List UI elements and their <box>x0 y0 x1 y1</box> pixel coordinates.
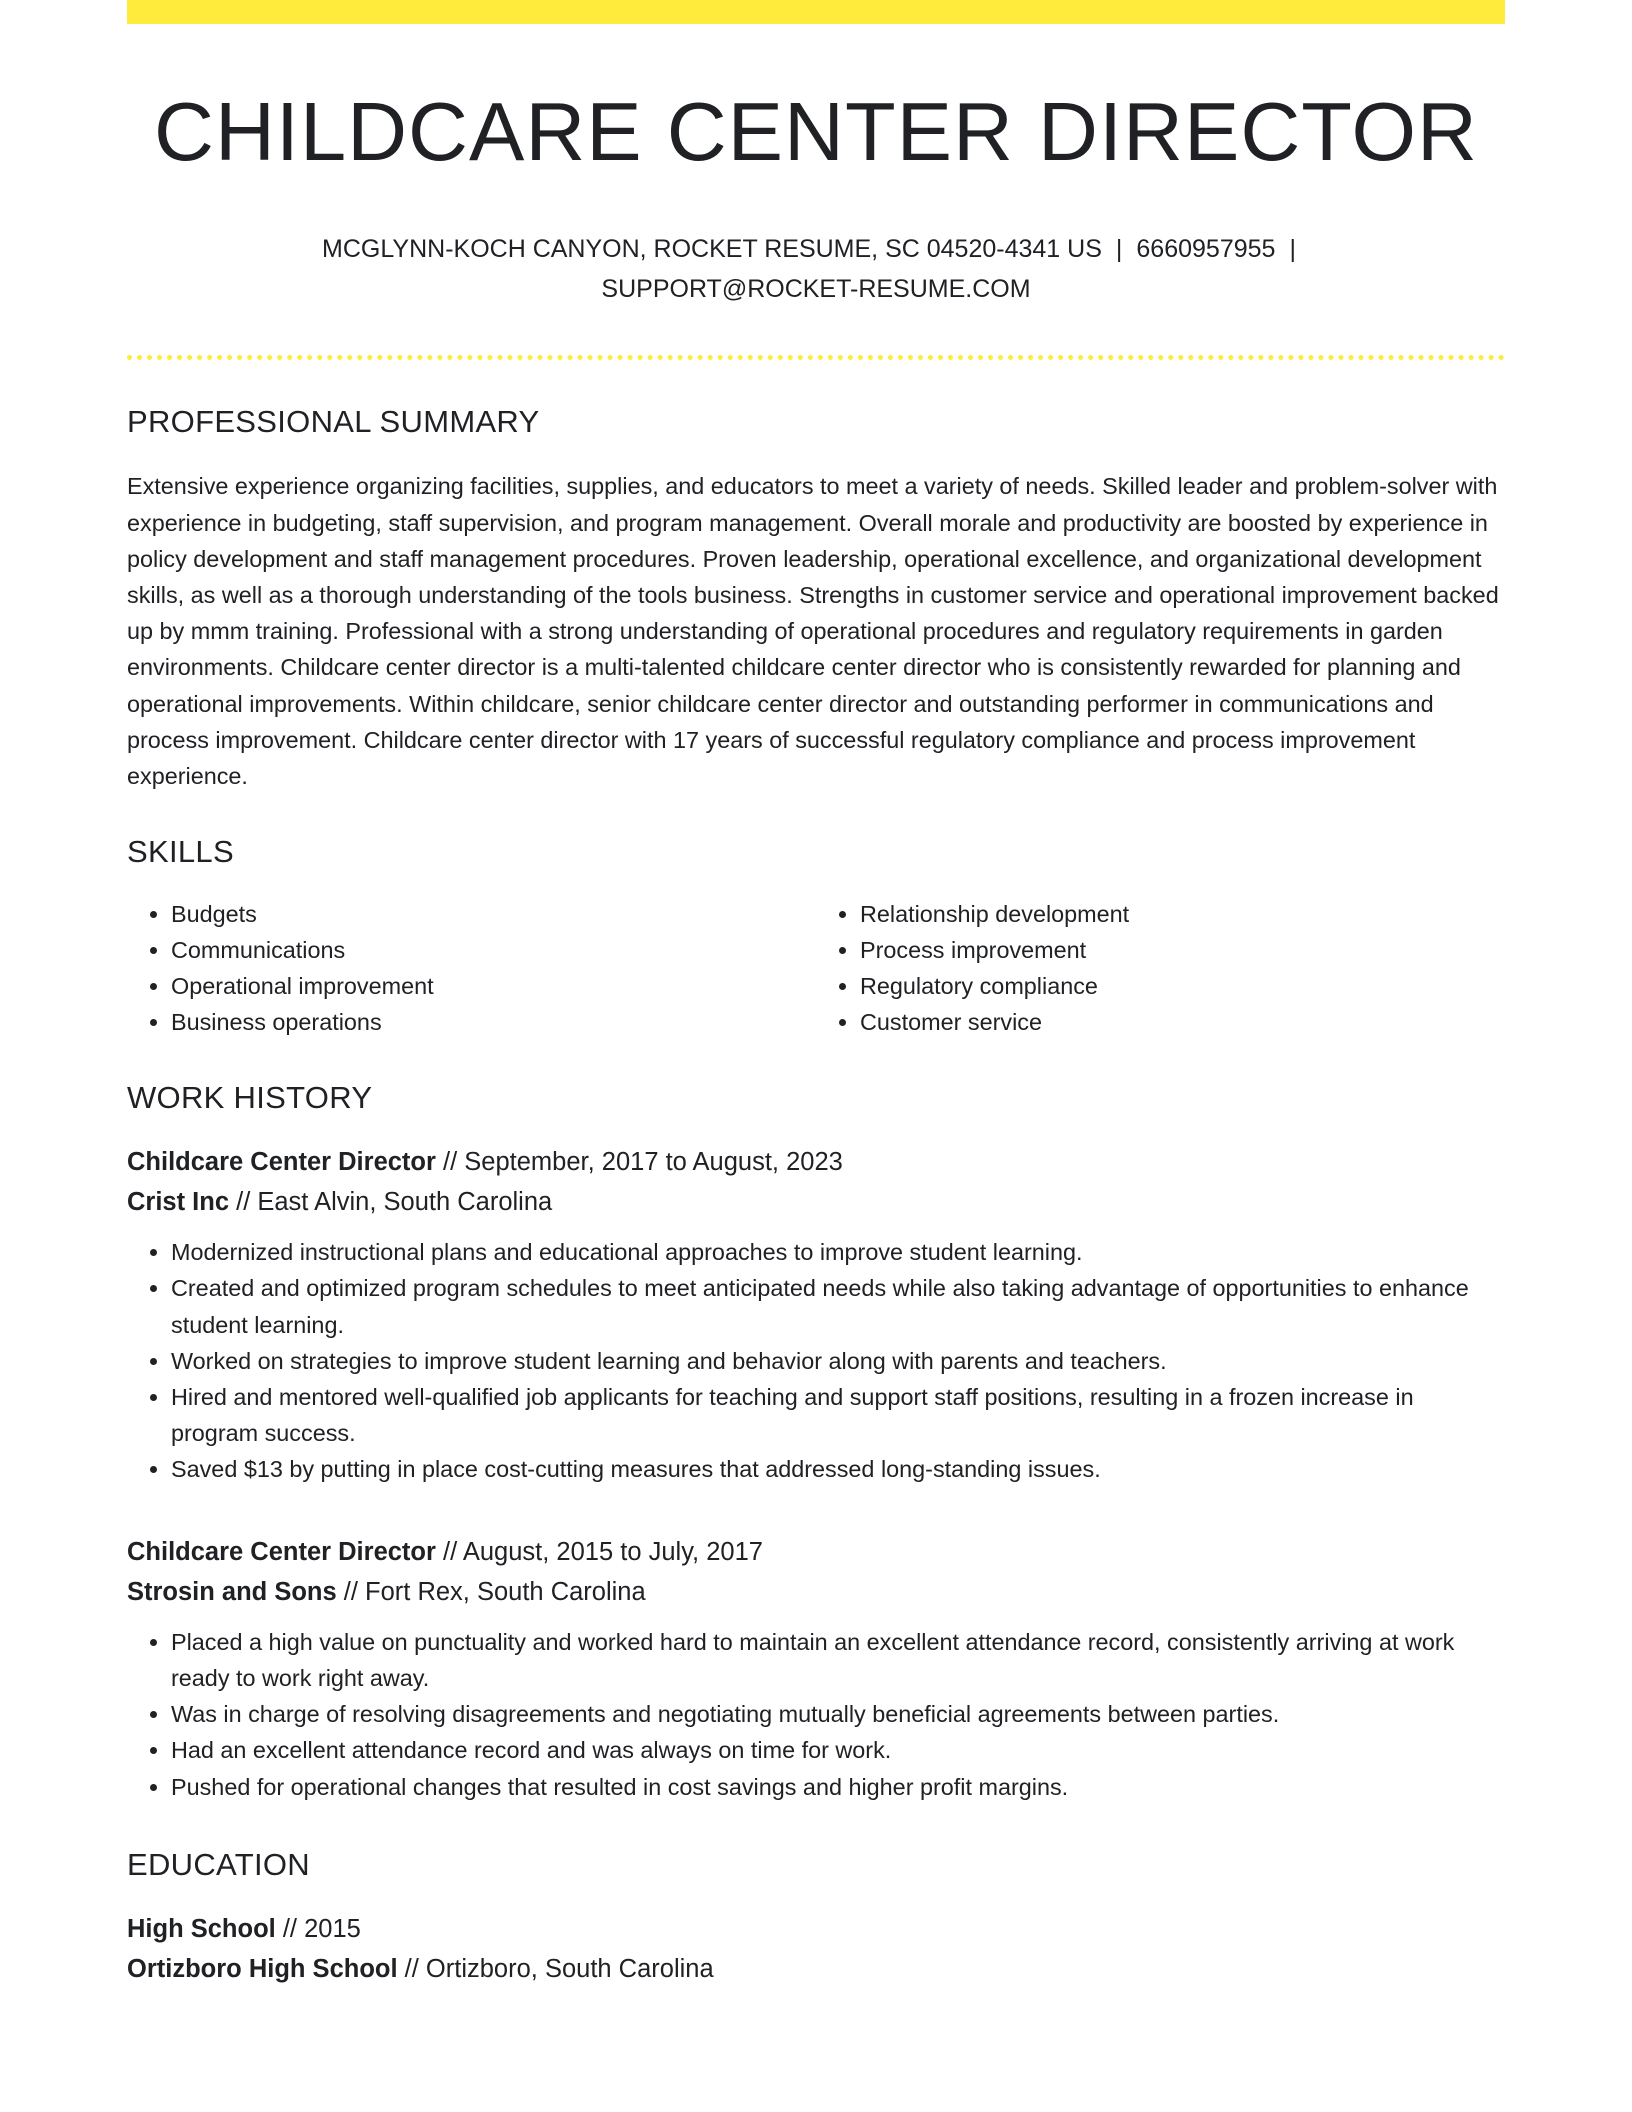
skill-item: • Operational improvement <box>171 968 816 1004</box>
job-entry <box>127 1532 1505 1805</box>
job-location: // Fort Rex, South Carolina <box>336 1577 646 1606</box>
summary-heading: PROFESSIONAL SUMMARY <box>127 404 540 440</box>
job-bullet: • Hired and mentored well-qualified job applicants for teaching and support staff positions, resulting in a frozen increase in program success. <box>171 1379 1505 1451</box>
job-company: Strosin and Sons <box>127 1577 337 1606</box>
skills-heading: SKILLS <box>127 834 234 870</box>
job-company: Crist Inc <box>127 1188 230 1217</box>
education-location: // Ortizboro, South Carolina <box>397 1954 714 1983</box>
job-role-line <box>127 1142 1505 1182</box>
resume-page <box>127 0 1505 1989</box>
accent-top-bar <box>127 0 1505 24</box>
skill-item: • Process improvement <box>860 932 1505 968</box>
contact-separator: | <box>1289 235 1296 264</box>
education-degree: High School <box>127 1914 276 1943</box>
skills-column-left <box>127 896 816 1040</box>
work-history-heading: WORK HISTORY <box>127 1080 373 1116</box>
job-company-line <box>127 1572 1505 1612</box>
education-year: // 2015 <box>275 1914 361 1943</box>
skill-item: • Relationship development <box>860 896 1505 932</box>
job-role: Childcare Center Director <box>127 1148 436 1177</box>
job-bullet: • Pushed for operational changes that resulted in cost savings and higher profit margins. <box>171 1769 1505 1805</box>
education-degree-line <box>127 1909 1505 1949</box>
skill-item: • Communications <box>171 932 816 968</box>
contact-separator: | <box>1115 235 1123 264</box>
resume-title: CHILDCARE CENTER DIRECTOR <box>154 85 1478 178</box>
skill-item: • Regulatory compliance <box>860 968 1505 1004</box>
job-bullet: • Created and optimized program schedules to meet anticipated needs while also taking advantage of opportunities to enhance student learning. <box>171 1270 1505 1342</box>
job-dates: // September, 2017 to August, 2023 <box>435 1148 843 1177</box>
education-heading: EDUCATION <box>127 1846 310 1882</box>
job-bullets <box>127 1234 1505 1487</box>
job-bullet: • Worked on strategies to improve student learning and behavior along with parents and teachers. <box>171 1343 1505 1379</box>
education-entry <box>127 1909 1505 1989</box>
education-school-line <box>127 1949 1505 1989</box>
job-bullet: • Had an excellent attendance record and was always on time for work. <box>171 1732 1505 1768</box>
job-role: Childcare Center Director <box>127 1537 436 1566</box>
job-location: // East Alvin, South Carolina <box>229 1188 553 1217</box>
skill-item: • Business operations <box>171 1004 816 1040</box>
education-school: Ortizboro High School <box>127 1954 398 1983</box>
job-bullet: • Modernized instructional plans and educational approaches to improve student learning. <box>171 1234 1505 1270</box>
dotted-divider <box>127 355 1505 360</box>
job-company-line <box>127 1182 1505 1222</box>
contact-address: MCGLYNN-KOCH CANYON, ROCKET RESUME, SC 04520-4341 US <box>322 235 1102 264</box>
skill-item: • Budgets <box>171 896 816 932</box>
contact-phone: 6660957955 <box>1136 235 1276 264</box>
contact-info <box>127 229 1505 309</box>
job-bullets <box>127 1624 1505 1805</box>
job-bullet: • Saved $13 by putting in place cost-cutting measures that addressed long-standing issues. <box>171 1451 1505 1487</box>
skills-list <box>127 896 1505 1040</box>
skills-column-right <box>816 896 1505 1040</box>
job-entry <box>127 1142 1505 1487</box>
summary-text: Extensive experience organizing facilities, supplies, and educators to meet a variety of needs. Skilled leader and problem-solver with experience in budgeting, staff supervision, and program management. Overall morale and productivity are boosted by experience in policy development and staff management procedures. Proven leadership, operational excellence, and organizational development skills, as well as a thorough understanding of the tools business. Strengths in customer service and operational improvement backed up by mmm training. Professional with a strong understanding of operational procedures and regulatory requirements in garden environments. Childcare center director is a multi-talented childcare center director who is consistently rewarded for planning and operational improvements. Within childcare, senior childcare center director and outstanding performer in communications and process improvement. Childcare center director with 17 years of successful regulatory compliance and process improvement experience. <box>127 473 1499 790</box>
job-bullet: • Placed a high value on punctuality and worked hard to maintain an excellent attendance record, consistently arriving at work ready to work right away. <box>171 1624 1505 1696</box>
job-bullet: • Was in charge of resolving disagreements and negotiating mutually beneficial agreements between parties. <box>171 1696 1505 1732</box>
contact-email: SUPPORT@ROCKET-RESUME.COM <box>601 275 1031 304</box>
job-role-line <box>127 1532 1505 1572</box>
skill-item: • Customer service <box>860 1004 1505 1040</box>
job-dates: // August, 2015 to July, 2017 <box>435 1537 763 1566</box>
